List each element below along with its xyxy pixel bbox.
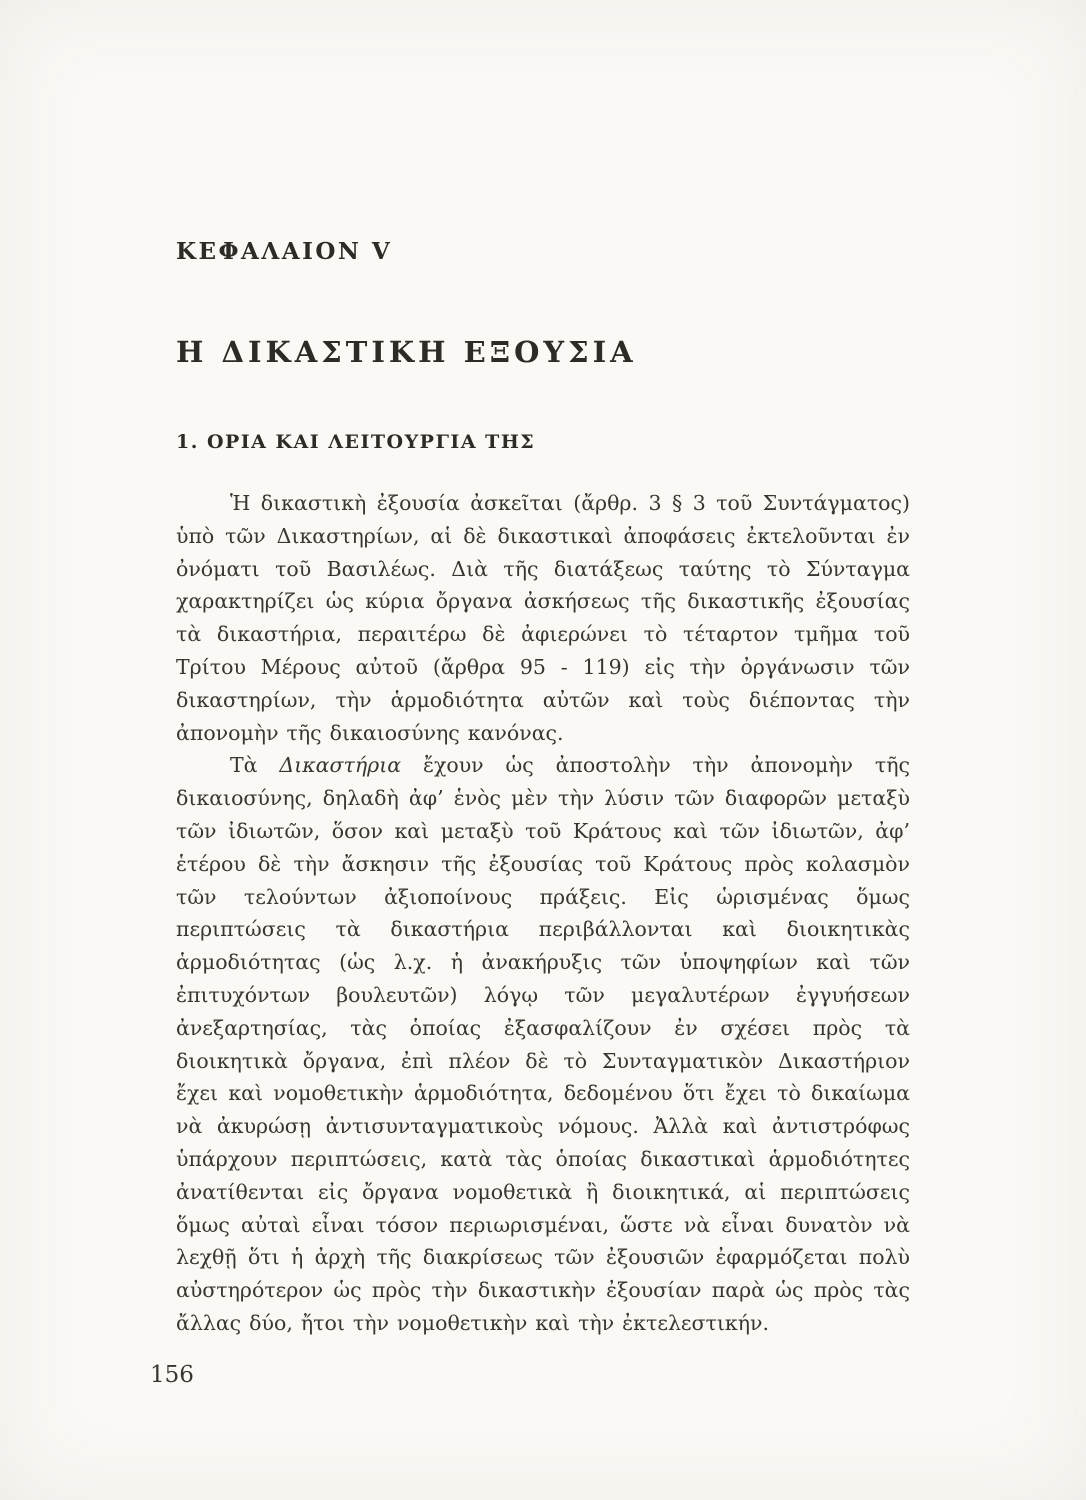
- chapter-heading: ΚΕΦΑΛΑΙΟΝ V: [176, 238, 393, 265]
- page-content: [150, 0, 910, 1388]
- page-title: Η ΔΙΚΑΣΤΙΚΗ ΕΞΟΥΣΙΑ: [176, 335, 637, 369]
- paragraph-1: Ἡ δικαστικὴ ἐξουσία ἀσκεῖται (ἄρθρ. 3 § 3 τοῦ Συντάγματος) ὑπὸ τῶν Δικαστηρίων, αἱ δὲ δικαστικαὶ ἀποφάσεις ἐκτελοῦνται ἐν ὀνόματι τοῦ Βασιλέως. Διὰ τῆς διατάξεως ταύτης τὸ Σύνταγμα χαρακτηρίζει ὡς κύρια ὄργανα ἀσκήσεως τῆς δικαστικῆς ἐξουσίας τὰ δικαστήρια, περαιτέρω δὲ ἀφιερώνει τὸ τέταρτον τμῆμα τοῦ Τρίτου Μέρους αὐτοῦ (ἄρθρα 95 - 119) εἰς τὴν ὀργάνωσιν τῶν δικαστηρίων, τὴν ἁρμοδιότητα αὐτῶν καὶ τοὺς διέποντας τὴν ἀπονομὴν τῆς δικαιοσύνης κανόνας.: [176, 491, 910, 745]
- paragraph-2-rest: ἔχουν ὡς ἀποστολὴν τὴν ἀπονομὴν τῆς δικαιοσύνης, δηλαδὴ ἀφ’ ἑνὸς μὲν τὴν λύσιν τῶν διαφορῶν μεταξὺ τῶν ἰδιωτῶν, ὅσον καὶ μεταξὺ τοῦ Κράτους καὶ τῶν ἰδιωτῶν, ἀφ’ ἑτέρου δὲ τὴν ἄσκησιν τῆς ἐξουσίας τοῦ Κράτους πρὸς κολασμὸν τῶν τελούντων ἀξιοποίνους πράξεις. Εἰς ὡρισμένας ὅμως περιπτώσεις τὰ δικαστήρια περιβάλλονται καὶ διοικητικὰς ἁρμοδιότητας (ὡς λ.χ. ἡ ἀνακήρυξις τῶν ὑποψηφίων καὶ τῶν ἐπιτυχόντων βουλευτῶν) λόγῳ τῶν μεγαλυτέρων ἐγγυήσεων ἀνεξαρτησίας, τὰς ὁποίας ἐξασφαλίζουν ἐν σχέσει πρὸς τὰ διοικητικὰ ὄργανα, ἐπὶ πλέον δὲ τὸ Συνταγματικὸν Δικαστήριον ἔχει καὶ νομοθετικὴν ἁρμοδιότητα, δεδομένου ὅτι ἔχει τὸ δικαίωμα νὰ ἀκυρώσῃ ἀντισυνταγματικοὺς νόμους. Ἀλλὰ καὶ ἀντιστρόφως ὑπάρχουν περιπτώσεις, κατὰ τὰς ὁποίας δικαστικαὶ ἁρμοδιότητες ἀνατίθενται εἰς ὄργανα νομοθετικὰ ἢ διοικητικά, αἱ περιπτώσεις ὅμως αὐταὶ εἶναι τόσον περιωρισμέναι, ὥστε νὰ εἶναι δυνατὸν νὰ λεχθῇ ὅτι ἡ ἀρχὴ τῆς διακρίσεως τῶν ἐξουσιῶν ἐφαρμόζεται πολὺ αὐστηρότερον ὡς πρὸς τὴν δικαστικὴν ἐξουσίαν παρὰ ὡς πρὸς τὰς ἄλλας δύο, ἤτοι τὴν νομοθετικὴν καὶ τὴν ἐκτελεστικήν.: [176, 753, 910, 1335]
- page-number: 156: [150, 1361, 194, 1388]
- paragraph-2-lead: Τὰ: [230, 753, 280, 778]
- paragraph-2: [176, 749, 910, 1339]
- paragraph-2-emphasis: Δικαστήρια: [279, 753, 402, 778]
- section-heading: 1. ΟΡΙΑ ΚΑΙ ΛΕΙΤΟΥΡΓΙΑ ΤΗΣ: [176, 431, 536, 453]
